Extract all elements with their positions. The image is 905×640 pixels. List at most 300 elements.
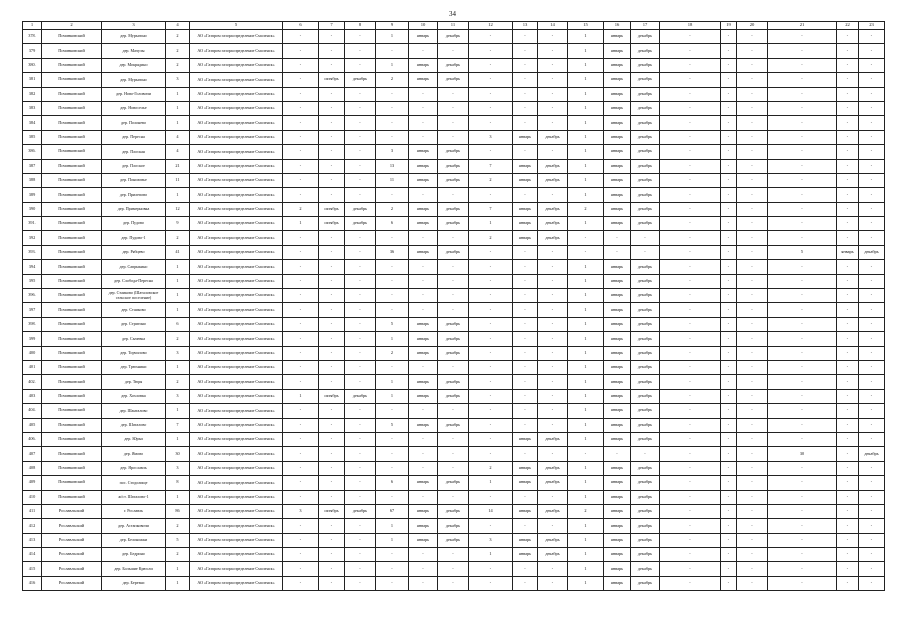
table-cell: 2	[166, 375, 190, 389]
table-cell: -	[469, 245, 513, 259]
table-cell: Починковский	[42, 274, 102, 288]
table-cell: декабрь	[631, 332, 660, 346]
table-cell: -	[283, 274, 319, 288]
table-cell: Починковский	[42, 44, 102, 58]
table-cell: Починковский	[42, 418, 102, 432]
table-cell: -	[737, 30, 768, 44]
table-cell: -	[859, 116, 885, 130]
table-cell: -	[345, 145, 376, 159]
table-cell: декабрь	[345, 389, 376, 403]
table-cell: -	[319, 490, 345, 504]
table-cell: 400	[23, 346, 42, 360]
table-cell: -	[859, 217, 885, 231]
table-cell: -	[538, 188, 568, 202]
table-cell: Починковский	[42, 476, 102, 490]
table-cell: -	[538, 404, 568, 418]
table-cell: -	[737, 44, 768, 58]
table-cell: -	[438, 576, 469, 590]
table-cell: декабрь	[631, 289, 660, 303]
table-cell: 6	[166, 317, 190, 331]
table-cell: январь	[604, 159, 631, 173]
table-cell: Рославльский	[42, 548, 102, 562]
table-cell: январь	[513, 130, 538, 144]
table-cell: -	[376, 461, 409, 475]
table-cell: -	[859, 461, 885, 475]
table-cell: -	[376, 116, 409, 130]
table-cell: 3	[166, 389, 190, 403]
table-cell: -	[513, 145, 538, 159]
table-cell: -	[319, 476, 345, 490]
table-cell: -	[859, 260, 885, 274]
table-cell: 2	[166, 332, 190, 346]
table-cell: -	[469, 375, 513, 389]
table-cell: Починковский	[42, 332, 102, 346]
table-cell: -	[513, 58, 538, 72]
table-cell: -	[319, 418, 345, 432]
table-cell: дер. Бедрино	[102, 548, 166, 562]
table-cell: АО «Газпром газораспределение Смоленск»	[190, 375, 283, 389]
table-cell: -	[283, 360, 319, 374]
table-cell: декабрь	[345, 504, 376, 518]
table-cell: -	[376, 231, 409, 245]
table-cell: декабрь	[631, 404, 660, 418]
table-cell: январь	[604, 274, 631, 288]
table-cell: -	[538, 303, 568, 317]
table-cell: -	[660, 389, 721, 403]
table-cell: 1	[568, 332, 604, 346]
table-row	[23, 116, 885, 130]
table-cell: -	[737, 562, 768, 576]
table-cell: 5	[768, 245, 837, 259]
table-cell: 2	[469, 231, 513, 245]
table-cell: -	[319, 461, 345, 475]
table-cell: -	[409, 130, 438, 144]
table-cell: -	[538, 447, 568, 461]
table-cell: 1	[568, 476, 604, 490]
table-cell: -	[538, 360, 568, 374]
table-cell: -	[283, 447, 319, 461]
table-cell: январь	[604, 188, 631, 202]
table-cell: АО «Газпром газораспределение Смоленск»	[190, 87, 283, 101]
table-cell: декабрь	[631, 360, 660, 374]
table-body	[23, 22, 885, 591]
table-cell: -	[409, 447, 438, 461]
table-cell: декабрь	[631, 519, 660, 533]
table-cell: 1	[376, 332, 409, 346]
table-row	[23, 389, 885, 403]
table-cell: -	[513, 87, 538, 101]
table-cell: -	[721, 217, 737, 231]
table-cell: -	[837, 58, 859, 72]
table-cell: Починковский	[42, 30, 102, 44]
table-cell: -	[319, 447, 345, 461]
table-cell: 3	[166, 461, 190, 475]
table-cell: -	[660, 317, 721, 331]
table-cell: Починковский	[42, 217, 102, 231]
table-cell: дер. Торчилово	[102, 346, 166, 360]
table-cell: 390	[23, 202, 42, 216]
table-cell: -	[737, 346, 768, 360]
table-cell: декабрь	[438, 332, 469, 346]
table-cell: январь	[604, 289, 631, 303]
table-cell: январь	[837, 245, 859, 259]
table-cell: 2	[376, 202, 409, 216]
table-cell: 1	[568, 375, 604, 389]
table-cell: -	[376, 404, 409, 418]
table-cell: декабрь	[631, 346, 660, 360]
table-cell: дер. Пудово	[102, 217, 166, 231]
table-cell: АО «Газпром газораспределение Смоленск»	[190, 159, 283, 173]
table-cell: -	[737, 490, 768, 504]
table-cell: -	[513, 245, 538, 259]
table-cell: -	[837, 73, 859, 87]
table-cell: АО «Газпром газораспределение Смоленск»	[190, 101, 283, 115]
table-cell: 1	[376, 519, 409, 533]
table-cell: Рославльский	[42, 533, 102, 547]
table-row	[23, 562, 885, 576]
table-cell: январь	[409, 389, 438, 403]
table-cell: -	[345, 432, 376, 446]
column-header: 7	[319, 22, 345, 30]
table-cell: -	[737, 519, 768, 533]
table-cell: -	[768, 461, 837, 475]
table-cell: 380.	[23, 58, 42, 72]
table-cell: 12	[166, 202, 190, 216]
column-header: 14	[538, 22, 568, 30]
table-cell: -	[721, 360, 737, 374]
table-cell: декабрь	[538, 217, 568, 231]
table-cell: -	[660, 404, 721, 418]
table-cell: -	[859, 360, 885, 374]
table-cell: -	[604, 447, 631, 461]
table-cell: -	[513, 519, 538, 533]
table-cell: 3	[166, 73, 190, 87]
table-cell: -	[469, 116, 513, 130]
table-cell: -	[721, 73, 737, 87]
table-cell: -	[737, 461, 768, 475]
table-cell: -	[660, 519, 721, 533]
table-row	[23, 490, 885, 504]
table-cell: -	[345, 519, 376, 533]
table-cell: -	[376, 447, 409, 461]
table-cell: январь	[604, 389, 631, 403]
table-cell: Починковский	[42, 173, 102, 187]
column-header: 16	[604, 22, 631, 30]
table-cell: -	[721, 274, 737, 288]
table-row	[23, 533, 885, 547]
table-cell: январь	[604, 562, 631, 576]
table-cell: -	[859, 87, 885, 101]
table-cell: АО «Газпром газораспределение Смоленск»	[190, 145, 283, 159]
table-cell: -	[538, 274, 568, 288]
table-cell: 1	[166, 101, 190, 115]
table-cell: декабрь	[631, 87, 660, 101]
table-cell: АО «Газпром газораспределение Смоленск»	[190, 389, 283, 403]
table-cell: 2	[376, 346, 409, 360]
table-cell: декабрь	[538, 476, 568, 490]
table-cell: дер. Стаиково (Шаталовское сельское поселение)	[102, 289, 166, 303]
table-cell: -	[538, 346, 568, 360]
table-cell: -	[737, 260, 768, 274]
table-row	[23, 101, 885, 115]
table-cell: 2	[166, 30, 190, 44]
table-cell: декабрь	[631, 418, 660, 432]
table-cell: -	[409, 188, 438, 202]
table-cell: АО «Газпром газораспределение Смоленск»	[190, 317, 283, 331]
table-cell: -	[538, 289, 568, 303]
table-cell: -	[631, 245, 660, 259]
table-cell: -	[660, 159, 721, 173]
table-cell: -	[768, 418, 837, 432]
table-cell: 30	[768, 447, 837, 461]
table-cell: -	[837, 145, 859, 159]
table-cell: -	[319, 159, 345, 173]
table-cell: 1	[568, 289, 604, 303]
table-cell: -	[768, 303, 837, 317]
table-cell: Починковский	[42, 447, 102, 461]
table-cell: январь	[604, 101, 631, 115]
table-cell: -	[721, 375, 737, 389]
table-cell: -	[409, 576, 438, 590]
table-cell: 1	[568, 389, 604, 403]
table-cell: декабрь	[438, 519, 469, 533]
table-cell: -	[438, 231, 469, 245]
table-cell: 1	[568, 519, 604, 533]
table-cell: 1	[568, 404, 604, 418]
table-cell: -	[768, 274, 837, 288]
table-cell: Починковский	[42, 245, 102, 259]
table-cell: 1	[376, 58, 409, 72]
column-header: 17	[631, 22, 660, 30]
table-cell: -	[737, 404, 768, 418]
table-cell: -	[345, 101, 376, 115]
table-cell: октябрь	[319, 73, 345, 87]
table-cell: -	[837, 101, 859, 115]
column-header: 1	[23, 22, 42, 30]
table-cell: -	[837, 519, 859, 533]
table-cell: АО «Газпром газораспределение Смоленск»	[190, 73, 283, 87]
table-cell: январь	[513, 533, 538, 547]
table-cell: Починковский	[42, 202, 102, 216]
table-cell: 2	[166, 231, 190, 245]
table-cell: Починковский	[42, 87, 102, 101]
table-cell: -	[469, 490, 513, 504]
table-cell: -	[513, 188, 538, 202]
table-cell: декабрь	[438, 533, 469, 547]
table-cell: -	[345, 404, 376, 418]
table-cell: дер. Трюхники	[102, 360, 166, 374]
table-cell: 1	[376, 30, 409, 44]
table-cell: -	[538, 87, 568, 101]
table-cell: -	[376, 130, 409, 144]
table-cell: -	[376, 490, 409, 504]
column-header: 10	[409, 22, 438, 30]
table-cell: -	[319, 289, 345, 303]
table-cell: -	[837, 332, 859, 346]
table-cell: -	[513, 73, 538, 87]
table-cell: -	[319, 375, 345, 389]
table-cell: 1	[568, 116, 604, 130]
table-cell: -	[469, 447, 513, 461]
table-cell: 7	[469, 159, 513, 173]
table-cell: -	[438, 116, 469, 130]
table-cell: январь	[513, 217, 538, 231]
table-cell: декабрь	[345, 73, 376, 87]
table-cell: -	[768, 332, 837, 346]
table-cell: -	[859, 375, 885, 389]
table-cell: Починковский	[42, 260, 102, 274]
table-cell: дер. Плоское	[102, 159, 166, 173]
table-cell: январь	[604, 30, 631, 44]
table-cell: 41	[166, 245, 190, 259]
table-cell: -	[721, 116, 737, 130]
table-cell: -	[345, 87, 376, 101]
table-cell: 1	[568, 145, 604, 159]
table-cell: 401	[23, 360, 42, 374]
table-cell: дер. Новоселье	[102, 101, 166, 115]
column-header: 15	[568, 22, 604, 30]
table-row	[23, 504, 885, 518]
table-cell: -	[859, 159, 885, 173]
table-cell: 407	[23, 447, 42, 461]
table-cell: -	[538, 116, 568, 130]
table-cell: дер. Пересна	[102, 130, 166, 144]
table-cell: декабрь	[631, 303, 660, 317]
table-cell: дер. Ямово	[102, 447, 166, 461]
table-cell: -	[768, 289, 837, 303]
table-cell: Починковский	[42, 461, 102, 475]
table-cell: -	[737, 87, 768, 101]
table-cell: январь	[604, 260, 631, 274]
table-cell: декабрь	[859, 447, 885, 461]
table-cell: -	[737, 389, 768, 403]
table-cell: 2	[166, 44, 190, 58]
table-cell: -	[837, 562, 859, 576]
table-cell: 1	[568, 73, 604, 87]
table-cell: дер. Шаталово	[102, 418, 166, 432]
table-cell: 2	[166, 519, 190, 533]
table-cell: декабрь	[631, 389, 660, 403]
column-header: 2	[42, 22, 102, 30]
table-cell: -	[513, 447, 538, 461]
table-cell: 2	[568, 202, 604, 216]
table-cell: декабрь	[345, 202, 376, 216]
table-cell: -	[438, 101, 469, 115]
table-cell: 2	[166, 548, 190, 562]
table-cell: -	[376, 432, 409, 446]
table-cell: -	[538, 490, 568, 504]
table-cell: -	[513, 332, 538, 346]
table-cell: -	[768, 432, 837, 446]
table-cell: -	[283, 188, 319, 202]
table-cell: декабрь	[538, 159, 568, 173]
table-cell: -	[538, 30, 568, 44]
table-cell: -	[859, 274, 885, 288]
table-cell: -	[568, 447, 604, 461]
table-cell: -	[538, 260, 568, 274]
table-cell: -	[409, 461, 438, 475]
table-cell: -	[438, 548, 469, 562]
table-cell: январь	[409, 332, 438, 346]
table-cell: -	[631, 231, 660, 245]
table-cell: -	[837, 476, 859, 490]
table-cell: -	[376, 360, 409, 374]
table-cell: 378.	[23, 30, 42, 44]
table-cell: январь	[513, 202, 538, 216]
table-row	[23, 317, 885, 331]
table-cell: -	[438, 260, 469, 274]
table-cell: 396.	[23, 289, 42, 303]
table-cell: -	[345, 332, 376, 346]
table-cell: -	[837, 202, 859, 216]
table-cell: 7	[469, 202, 513, 216]
table-cell: -	[538, 145, 568, 159]
table-cell: дер. Хохловка	[102, 389, 166, 403]
table-cell: Починковский	[42, 145, 102, 159]
table-cell: -	[737, 73, 768, 87]
table-cell: -	[737, 188, 768, 202]
table-cell: декабрь	[538, 231, 568, 245]
table-cell: -	[319, 101, 345, 115]
table-cell: -	[319, 317, 345, 331]
table-cell: дер. Сычевка	[102, 332, 166, 346]
table-cell: -	[768, 533, 837, 547]
table-cell: декабрь	[438, 375, 469, 389]
table-cell: -	[345, 447, 376, 461]
table-cell: -	[469, 389, 513, 403]
table-cell: -	[837, 548, 859, 562]
table-cell: -	[737, 274, 768, 288]
table-cell: -	[660, 418, 721, 432]
table-cell: дер. Мокрядино	[102, 58, 166, 72]
column-header: 13	[513, 22, 538, 30]
table-cell: -	[283, 332, 319, 346]
table-cell: АО «Газпром газораспределение Смоленск»	[190, 332, 283, 346]
table-cell: 36	[376, 245, 409, 259]
table-cell: Починковский	[42, 130, 102, 144]
table-cell: -	[283, 461, 319, 475]
table-cell: декабрь	[538, 504, 568, 518]
table-cell: январь	[604, 490, 631, 504]
table-cell: -	[721, 101, 737, 115]
table-row	[23, 346, 885, 360]
page-number: 34	[449, 10, 456, 18]
table-cell: 1	[568, 418, 604, 432]
table-cell: -	[660, 303, 721, 317]
table-cell: 381	[23, 73, 42, 87]
table-cell: -	[345, 188, 376, 202]
table-cell: 402.	[23, 375, 42, 389]
table-cell: 414	[23, 548, 42, 562]
table-cell: АО «Газпром газораспределение Смоленск»	[190, 533, 283, 547]
table-cell: -	[859, 404, 885, 418]
table-cell: -	[768, 217, 837, 231]
table-cell: -	[660, 447, 721, 461]
table-cell: дер. Плоская	[102, 145, 166, 159]
table-cell: -	[837, 447, 859, 461]
table-cell: -	[513, 116, 538, 130]
table-cell: -	[768, 317, 837, 331]
table-cell: -	[283, 58, 319, 72]
table-cell: декабрь	[631, 101, 660, 115]
table-cell: -	[660, 461, 721, 475]
table-cell: дер. Полонево	[102, 116, 166, 130]
table-cell: дер. Юрьи	[102, 432, 166, 446]
table-cell: -	[660, 490, 721, 504]
table-cell: -	[283, 548, 319, 562]
table-cell: -	[409, 87, 438, 101]
table-cell: -	[409, 260, 438, 274]
